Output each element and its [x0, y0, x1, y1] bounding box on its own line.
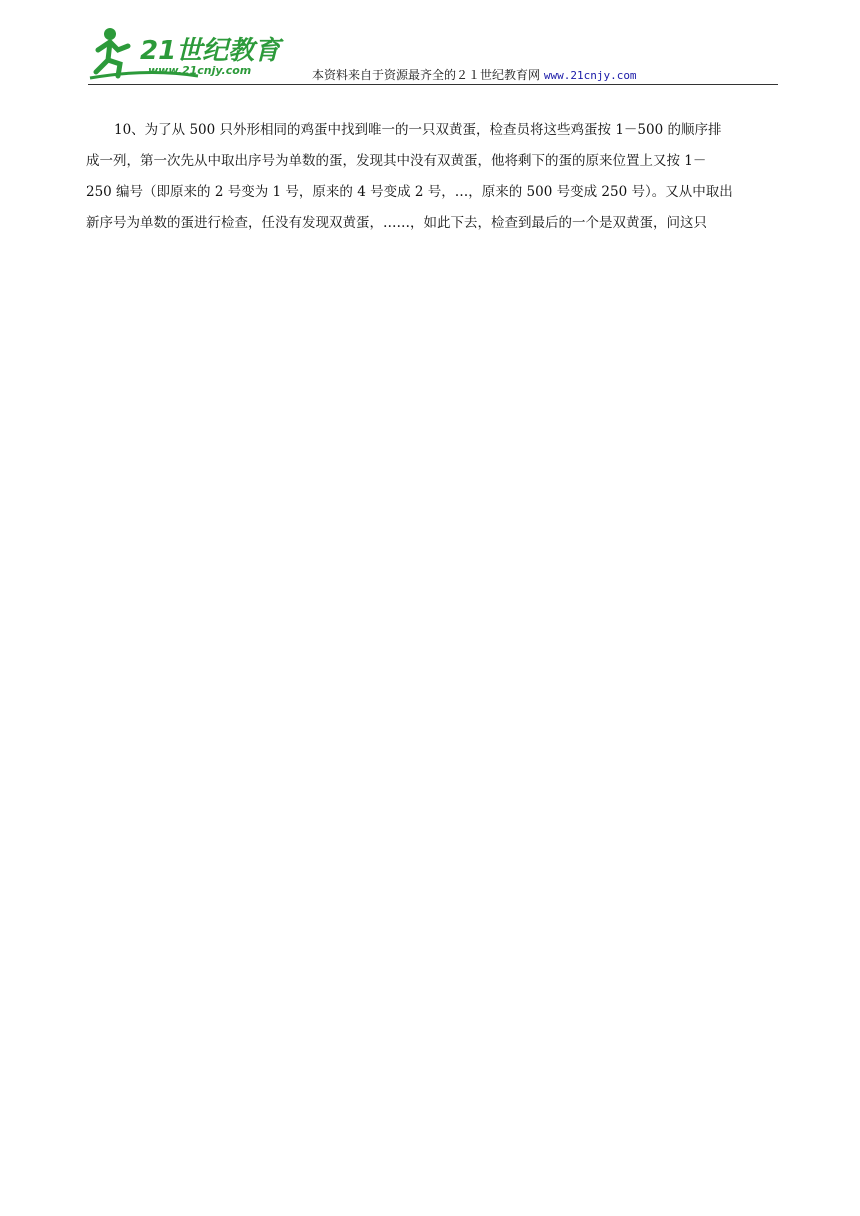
q10-line-2: 成一列，第一次先从中取出序号为单数的蛋，发现其中没有双黄蛋，他将剩下的蛋的原来位置上又按 1－ — [86, 153, 707, 169]
q10-line-1: 10、为了从 500 只外形相同的鸡蛋中找到唯一的一只双黄蛋，检查员将这些鸡蛋按 1－500 的顺序排 — [114, 122, 722, 138]
watermark — [250, 420, 650, 740]
q10-line-3: 250 编号（即原来的 2 号变为 1 号，原来的 4 号变成 2 号，…，原来的 500 号变成 250 号）。又从中取出 — [86, 184, 733, 200]
header-site-link[interactable]: www.21cnjy.com — [543, 69, 637, 82]
header-divider — [88, 84, 778, 85]
q10-line-4: 新序号为单数的蛋进行检查，任没有发现双黄蛋，……，如此下去，检查到最后的一个是双黄蛋，问这只 — [86, 215, 707, 231]
logo-url: www.21cnjy.com — [148, 64, 252, 77]
site-logo — [88, 20, 288, 84]
header-notice: 本资料来自于资源最齐全的２１世纪教育网 www.21cnjy.com — [312, 68, 637, 82]
logo-text: 21世纪教育 — [140, 36, 281, 66]
